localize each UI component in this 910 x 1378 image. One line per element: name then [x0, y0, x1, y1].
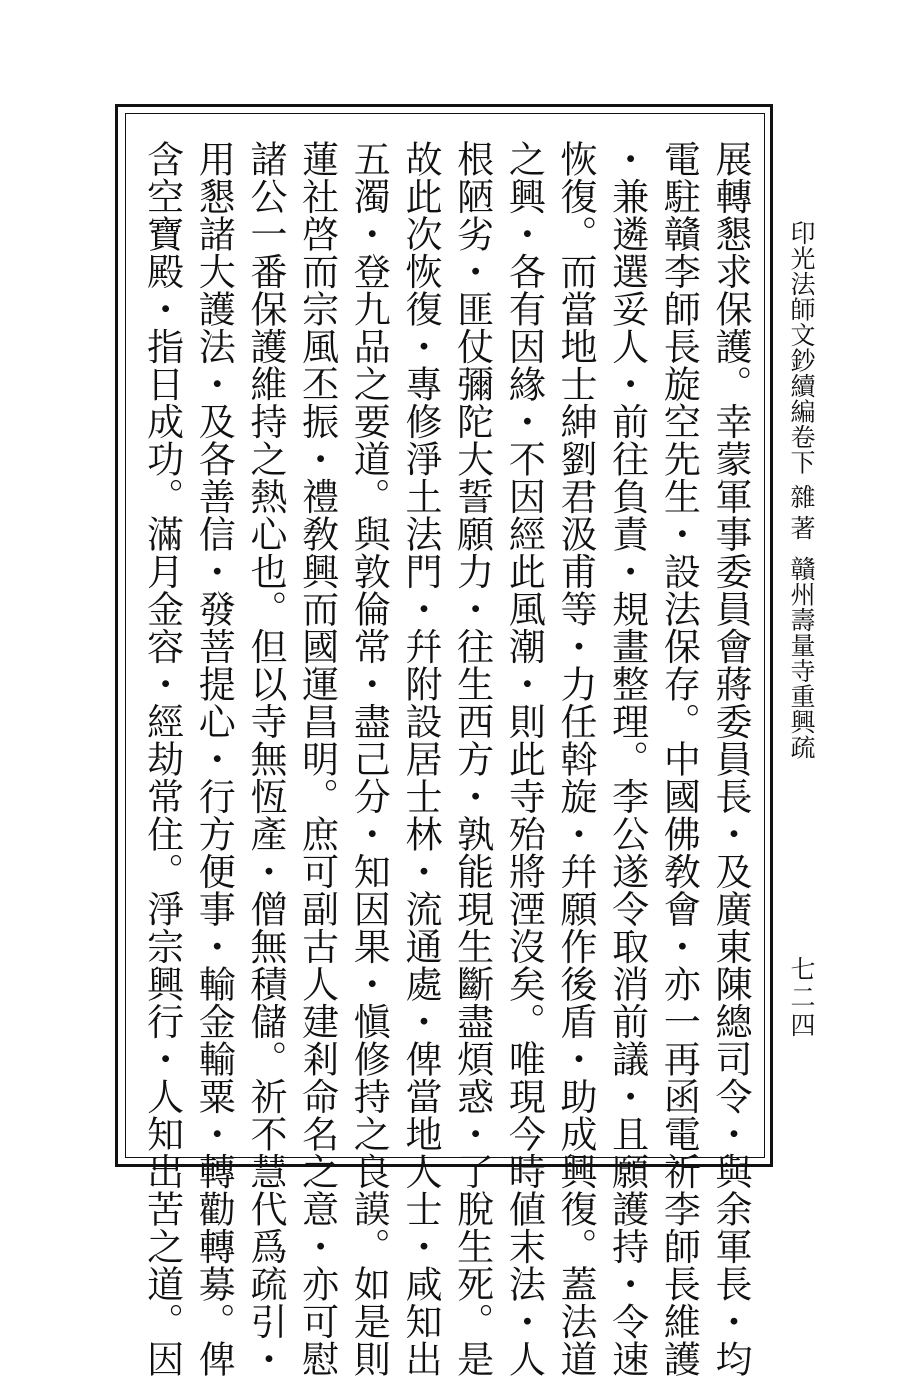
text-column-5: 之興・各有因緣・不因經此風潮・則此寺殆將湮沒矣。唯現今時値末法・人 — [502, 140, 546, 1378]
page-number: 七二四 — [787, 956, 816, 1040]
text-column-1: 展轉懇求保護。幸蒙軍事委員會蔣委員長・及廣東陳總司令・與余軍長・均 — [709, 140, 752, 1378]
text-column-6: 根陋劣・匪仗彌陀大誓願力・往生西方・孰能現生斷盡煩惑・了脫生死。是 — [450, 140, 494, 1378]
running-head-section: 雜著 — [787, 484, 816, 546]
running-head-article-title: 贛州壽量寺重興疏 — [787, 556, 816, 760]
text-column-11: 用懇諸大護法・及各善信・發菩提心・行方便事・輸金輸粟・轉勸轉募。俾 — [192, 140, 236, 1378]
text-column-12: 含空寶殿・指日成功。滿月金容・經劫常住。淨宗興行・人知出苦之道。因 — [140, 140, 184, 1378]
text-column-8: 五濁・登九品之要道。與敦倫常・盡己分・知因果・愼修持之良謨。如是則 — [347, 140, 391, 1378]
text-column-9: 蓮社啓而宗風丕振・禮敎興而國運昌明。庶可副古人建剎命名之意・亦可慰 — [295, 140, 339, 1378]
text-column-4: 恢復。而當地士紳劉君汲甫等・力任斡旋・幷願作後盾・助成興復。蓋法道 — [553, 140, 597, 1378]
body-text — [135, 140, 755, 1378]
text-column-7: 故此次恢復・專修淨土法門・幷附設居士林・流通處・俾當地人士・咸知出 — [398, 140, 442, 1378]
text-column-10: 諸公一番保護維持之熱心也。但以寺無恆產・僧無積儲。祈不慧代爲疏引・ — [243, 140, 287, 1378]
text-column-2: 電駐贛李師長旋空先生・設法保存。中國佛敎會・亦一再函電祈李師長維護 — [657, 140, 701, 1378]
text-column-3: ・兼遴選妥人・前往負責・規畫整理。李公遂令取消前議・且願護持・令速 — [605, 140, 649, 1378]
running-head-book-title: 印光法師文鈔續編卷下 — [787, 220, 816, 475]
